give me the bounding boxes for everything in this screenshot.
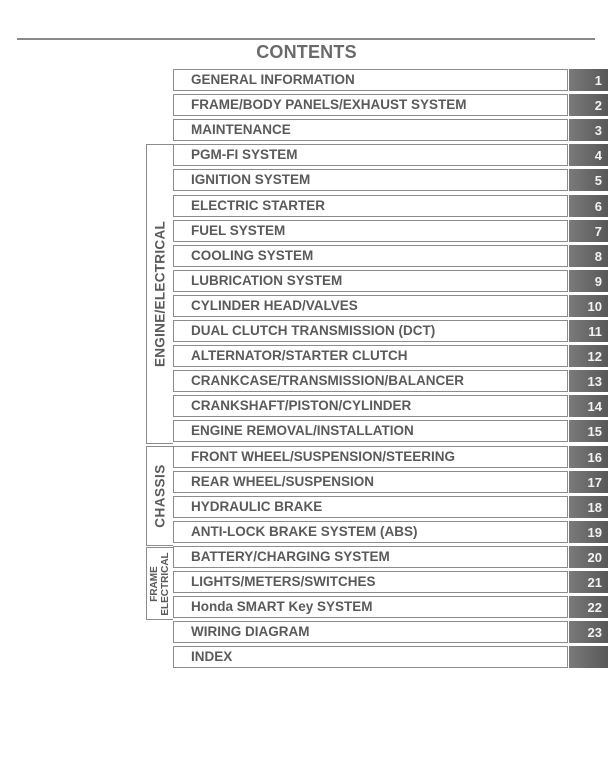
section-row[interactable] [173,119,568,141]
section-number-tab[interactable]: 10 [569,295,608,317]
section-label: FRONT WHEEL/SUSPENSION/STEERING [191,449,456,464]
section-number-tab[interactable]: 19 [569,521,608,543]
section-number-tab[interactable]: 13 [569,370,608,392]
section-number-tab[interactable]: 1 [569,69,608,91]
section-number-tab[interactable]: 3 [569,119,608,141]
section-label: CRANKCASE/TRANSMISSION/BALANCER [191,373,465,388]
section-number-tab[interactable]: 20 [569,546,608,568]
top-divider [17,38,595,40]
section-row[interactable] [173,144,568,166]
section-label: REAR WHEEL/SUSPENSION [191,474,375,489]
section-row[interactable] [173,596,568,618]
section-row[interactable] [173,446,568,468]
section-number-tab[interactable]: 16 [569,446,608,468]
section-row[interactable] [173,571,568,593]
section-label: BATTERY/CHARGING SYSTEM [191,549,390,564]
section-row[interactable] [173,94,568,116]
section-row[interactable] [173,646,568,668]
section-number-tab[interactable]: 2 [569,94,608,116]
page-title: CONTENTS [256,42,357,62]
section-label: CYLINDER HEAD/VALVES [191,298,358,313]
section-label: Honda SMART Key SYSTEM [191,599,373,614]
section-label: LIGHTS/METERS/SWITCHES [191,574,376,589]
section-row[interactable] [173,295,568,317]
section-number-tab[interactable]: 22 [569,596,608,618]
section-label: ALTERNATOR/STARTER CLUTCH [191,348,408,363]
section-label: FUEL SYSTEM [191,223,286,238]
group-frame-electrical [146,547,173,620]
section-label: FRAME/BODY PANELS/EXHAUST SYSTEM [191,97,467,112]
section-number-tab[interactable]: 11 [569,320,608,342]
section-row[interactable] [173,420,568,442]
section-label: GENERAL INFORMATION [191,72,355,87]
section-row[interactable] [173,270,568,292]
group-chassis [146,446,173,546]
section-number-tab[interactable]: 8 [569,245,608,267]
section-label: IGNITION SYSTEM [191,172,311,187]
section-row[interactable] [173,621,568,643]
section-number-tab[interactable]: 17 [569,471,608,493]
section-label: PGM-FI SYSTEM [191,147,298,162]
section-row[interactable] [173,220,568,242]
group-label-frame-line1: FRAME [149,565,160,602]
section-number-tab[interactable]: 14 [569,395,608,417]
section-label: HYDRAULIC BRAKE [191,499,323,514]
group-label-frame-line2: ELECTRICAL [160,551,171,616]
group-label-chassis: CHASSIS [152,464,168,528]
section-row[interactable] [173,546,568,568]
section-row[interactable] [173,245,568,267]
section-number-tab[interactable]: 7 [569,220,608,242]
group-engine-electrical [146,144,173,444]
section-row[interactable] [173,521,568,543]
section-label: LUBRICATION SYSTEM [191,273,343,288]
section-number-tab[interactable]: 9 [569,270,608,292]
section-label: ANTI-LOCK BRAKE SYSTEM (ABS) [191,524,418,539]
section-label: MAINTENANCE [191,122,291,137]
section-label: CRANKSHAFT/PISTON/CYLINDER [191,398,412,413]
section-row[interactable] [173,195,568,217]
section-number-tab[interactable]: 21 [569,571,608,593]
section-number-tab[interactable]: 23 [569,621,608,643]
section-number-tab[interactable]: 6 [569,195,608,217]
section-label: COOLING SYSTEM [191,248,314,263]
section-number-tab[interactable]: 15 [569,420,608,442]
section-number-tab[interactable] [569,646,608,668]
section-number-tab[interactable]: 12 [569,345,608,367]
section-row[interactable] [173,370,568,392]
section-row[interactable] [173,320,568,342]
section-label: ENGINE REMOVAL/INSTALLATION [191,423,414,438]
section-label: DUAL CLUTCH TRANSMISSION (DCT) [191,323,436,338]
section-row[interactable] [173,471,568,493]
section-row[interactable] [173,496,568,518]
section-label: INDEX [191,649,233,664]
section-number-tab[interactable]: 5 [569,169,608,191]
section-row[interactable] [173,169,568,191]
section-row[interactable] [173,395,568,417]
group-label-frame-electrical [149,552,171,615]
section-label: ELECTRIC STARTER [191,198,325,213]
section-label: WIRING DIAGRAM [191,624,310,639]
section-row[interactable] [173,345,568,367]
section-row[interactable] [173,69,568,91]
group-label-engine-electrical: ENGINE/ELECTRICAL [152,220,168,368]
section-number-tab[interactable]: 18 [569,496,608,518]
section-number-tab[interactable]: 4 [569,144,608,166]
